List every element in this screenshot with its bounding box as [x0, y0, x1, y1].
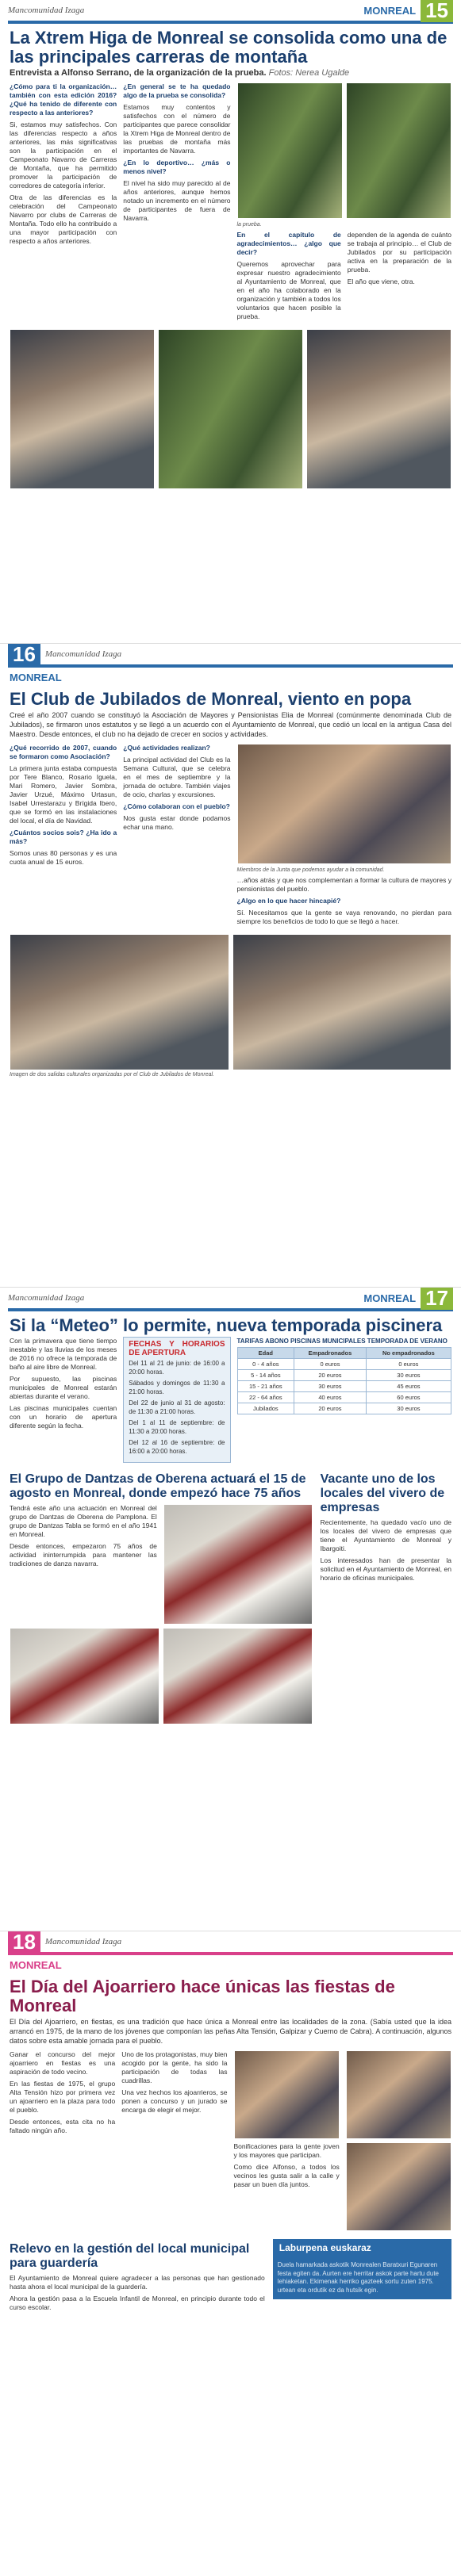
page-number-group: [8, 1931, 121, 1954]
paragraph: Ganar el concurso del mejor ajoarriero en fiestas es una aspiración de todo vecino.: [10, 2050, 116, 2076]
article-columns: [0, 82, 461, 324]
table-cell: 30 euros: [294, 1381, 367, 1392]
table-cell: 60 euros: [366, 1392, 451, 1403]
paragraph: dependen de la agenda de cuánto se trabaja al principio… el Club de Jubilados por su participación activa en la preparación de la prueba.: [347, 231, 451, 274]
table-row: [237, 1359, 451, 1370]
article-lead: Creé el año 2007 cuando se constituyó la Asociación de Mayores y Pensionistas Elia de Monreal (comúnmente denominada Club de Jubilados), se firmaron unos estatutos y se llegó a un acuerdo con el Ayuntamiento de Monreal, que cedió un local en la antigua Casa del Maestro. Desde entonces, el club no ha dejado de crecer en socios y actividades.: [10, 711, 451, 738]
paragraph: Ahora la gestión pasa a la Escuela Infantil de Monreal, en principio durante todo el curso escolar.: [10, 2295, 265, 2311]
masthead: Mancomunidad Izaga: [8, 1293, 85, 1303]
paragraph: El año que viene, otra.: [347, 278, 415, 285]
section-tag: MONREAL: [363, 1292, 417, 1304]
photo-cooks: [234, 2050, 340, 2139]
paragraph: Estamos muy contentos y satisfechos con el número de participantes que parece consolidar la Xtrem Higa de Monreal dentro de las pruebas de montaña más importantes de Navarra.: [123, 103, 231, 155]
table-title: TARIFAS ABONO PISCINAS MUNICIPALES TEMPORADA DE VERANO: [236, 1338, 448, 1345]
article-lead: El Día del Ajoarriero, en fiestas, es una tradición que hace única a Monreal entre las localidades de la zona. (Sabía usted que la idea arrancó en 1975, de la mano de los jóvenes que componían las peñas Alta Tensión, Galpizar y Cuerno de Cabra). A continuación, algunos datos sobre esta amable jornada para el pueblo.: [10, 2018, 451, 2045]
table-cell: 0 euros: [294, 1359, 367, 1370]
column-3: [237, 744, 452, 929]
section-label: [0, 668, 461, 685]
photo-jury: [346, 2050, 451, 2139]
columns-3-4: [237, 231, 452, 324]
euskara-text: Duela hamarkada askotik Monrealen Baratxuri Egunaren festa egiten da. Aurten ere herritar askok parte hartu dute lehiaketan. Ekimenak herriko gazteek sortu zuten 1975. urtean eta ordutik ez da hutsik egin.: [273, 2256, 451, 2299]
tariff-column: [237, 1337, 452, 1463]
table-cell: 20 euros: [294, 1403, 367, 1414]
question: ¿Qué recorrido de 2007, cuando se formaron como Asociación?: [10, 744, 117, 760]
page-number: 17: [421, 1288, 453, 1310]
dance-article: [10, 1469, 313, 1724]
table-cell: 5 - 14 años: [237, 1370, 294, 1381]
photo-start-line: [10, 329, 155, 489]
article-columns: [0, 2050, 461, 2231]
question: ¿Algo en lo que hacer hincapié?: [236, 897, 341, 905]
schedule-item: Sábados y domingos de 11:30 a 21:00 horas.: [129, 1380, 225, 1395]
page-header: [0, 0, 461, 21]
page-15: [0, 0, 461, 644]
table-cell: 20 euros: [294, 1370, 367, 1381]
table-cell: 40 euros: [294, 1392, 367, 1403]
column-1: [10, 2050, 115, 2231]
column-header: Empadronados: [294, 1348, 367, 1359]
section-tag: MONREAL: [363, 4, 417, 17]
article-title: Si la “Meteo” lo permite, nueva temporada piscinera: [10, 1315, 443, 1335]
paragraph: Las piscinas municipales cuentan con un horario de apertura diferente según la fecha.: [10, 1404, 117, 1430]
page-number: 18: [8, 1931, 40, 1954]
schedule-item: Del 12 al 16 de septiembre: de 16:00 a 20:00 horas.: [129, 1439, 225, 1455]
paragraph: El Ayuntamiento de Monreal quiere agradecer a las personas que han gestionado hasta ahora el local municipal de la guardería.: [10, 2274, 265, 2291]
question: ¿Cómo colaboran con el pueblo?: [123, 802, 230, 810]
page-number: 16: [8, 644, 40, 666]
page-header: [0, 1288, 461, 1308]
question: ¿Cuántos socios sois? ¿Ha ido a más?: [10, 829, 117, 845]
paragraph: Como dice Alfonso, a todos los vecinos les gusta salir a la calle y pasar un buen día juntos.: [233, 2163, 340, 2188]
paragraph: Recientemente, ha quedado vacío uno de los locales del vivero de empresas que tiene el Ayuntamiento de Monreal y Ibargoiti.: [320, 1518, 451, 1552]
article-columns: [0, 744, 461, 929]
vacant-article: [321, 1469, 451, 1724]
page-number-group: [363, 1288, 453, 1310]
question: ¿En general se te ha quedado algo de la prueba se consolida?: [123, 82, 231, 99]
question: ¿Cómo para ti la organización… también con esta edición 2016? ¿Qué ha tenido de diferente con respecto a las anteriores?: [10, 82, 117, 117]
schedule-item: Del 22 de junio al 31 de agosto: de 11:30 a 21:00 horas.: [129, 1399, 225, 1415]
table-cell: 0 euros: [366, 1359, 451, 1370]
page-number-group: [8, 644, 121, 666]
question: ¿Qué actividades realizan?: [123, 744, 210, 752]
column-2: [123, 82, 230, 324]
paragraph: Otra de las diferencias es la celebración del Campeonato Navarro por clubs de Carreras de Montaña. Todo ello ha contribuido a una mayor participación con respecto a años anteriores.: [10, 193, 117, 245]
photo-row: [237, 82, 452, 219]
lead-row: [0, 710, 461, 744]
column-3: [234, 2050, 340, 2231]
paragraph: Con la primavera que tiene tiempo inestable y las lluvias de los meses de 2016 no ofrece la temporada de baño al aire libre de Monreal.: [10, 1337, 117, 1371]
photo-dancers: [163, 1504, 313, 1625]
table-row: [237, 1381, 451, 1392]
photo-outing-1: [10, 934, 229, 1070]
paragraph: Una vez hechos los ajoarrieros, se ponen a concurso y un jurado se encarga de elegir el mejor.: [121, 2088, 228, 2114]
question: ¿En lo deportivo… ¿más o menos nivel?: [123, 159, 231, 175]
column-2: [123, 744, 230, 929]
column-1: [10, 82, 117, 324]
lead-row: [0, 2017, 461, 2050]
masthead: Mancomunidad Izaga: [8, 6, 85, 15]
vacant-title: Vacante uno de los locales del vivero de empresas: [320, 1472, 445, 1514]
dance-body: [10, 1504, 313, 1625]
photo-dancers-2: [10, 1628, 159, 1724]
dance-photo-strip: [10, 1628, 313, 1724]
page-17: [0, 1288, 461, 1931]
table-row: [237, 1370, 451, 1381]
photo-caption: la prueba.: [236, 222, 262, 228]
tariff-table: [237, 1347, 452, 1414]
pool-columns: [0, 1337, 461, 1463]
column-photos: [237, 82, 452, 324]
photo-strip: [0, 324, 461, 494]
subtitle-text: Entrevista a Alfonso Serrano, de la organización de la prueba.: [10, 68, 267, 78]
paragraph: Bonificaciones para la gente joven y los mayores que participan.: [233, 2142, 340, 2159]
table-cell: Jubilados: [237, 1403, 294, 1414]
table-cell: 22 - 64 años: [237, 1392, 294, 1403]
column-header: Edad: [237, 1348, 294, 1359]
paragraph: Por supuesto, las piscinas municipales de Monreal estarán abiertas durante el verano.: [10, 1375, 117, 1400]
relevo-title: Relevo en la gestión del local municipal para guardería: [10, 2242, 250, 2270]
photo-credit: Fotos: Nerea Ugalde: [268, 68, 350, 78]
schedule-column: [123, 1337, 230, 1463]
page-number-group: [363, 0, 453, 22]
relevo-text: [10, 2274, 265, 2312]
column-4: [346, 2050, 451, 2231]
paragraph: Los interesados han de presentar la solicitud en el Ayuntamiento de Monreal, en horario de oficinas municipales.: [320, 1556, 451, 1582]
schedule-item: Del 1 al 11 de septiembre: de 11:30 a 20:00 horas.: [129, 1419, 225, 1435]
schedule-item: Del 11 al 21 de junio: de 16:00 a 20:00 horas.: [129, 1360, 225, 1376]
paragraph: Tendrá este año una actuación en Monreal del grupo de Dantzas de Oberena de Pamplona. El grupo de Dantzas Tabla se formó en el año 1941 en Monreal.: [10, 1504, 157, 1538]
lower-section: [0, 2231, 461, 2315]
table-row: [237, 1392, 451, 1403]
paragraph: Queremos aprovechar para expresar nuestro agradecimiento al Ayuntamiento de Monreal, que en el año ha colaborado en la organización y también a todos los voluntarios que hacen posible la prueba.: [236, 260, 341, 320]
masthead: Mancomunidad Izaga: [44, 1937, 122, 1946]
article-subtitle: [0, 68, 461, 82]
schedule-box: [123, 1337, 230, 1463]
table-cell: 30 euros: [366, 1370, 451, 1381]
paragraph: Uno de los protagonistas, muy bien acogido por la gente, ha sido la participación de todas las cuadrillas.: [121, 2050, 228, 2084]
table-cell: 0 - 4 años: [237, 1359, 294, 1370]
dance-text: [10, 1504, 157, 1625]
table-cell: 45 euros: [366, 1381, 451, 1392]
column-header: No empadronados: [366, 1348, 451, 1359]
table-header-row: [237, 1348, 451, 1359]
column-1: [10, 744, 117, 929]
paragraph: La primera junta estaba compuesta por Tere Blanco, Rosario Iguela, Mari Romero, Javier Sombra, Javier Urzué, Máximo Urtasun, Isabel Urrestarazu y Brígida Ibero, que se formó en las instalaciones del local, el día de Navidad.: [10, 764, 117, 825]
photo-runners: [237, 82, 343, 219]
photo-trail: [346, 82, 451, 219]
paragraph: Sí. Necesitamos que la gente se vaya renovando, no pierdan para siempre los beneficios de todo lo que se llegó a hacer.: [236, 909, 451, 925]
section-label: [0, 1955, 461, 1973]
paragraph: Nos gusta estar donde podamos echar una mano.: [123, 814, 231, 831]
photo-junta: [237, 744, 452, 864]
photo-caption: Imagen de dos salidas culturales organizadas por el Club de Jubilados de Monreal.: [10, 1072, 214, 1077]
table-row: [237, 1403, 451, 1414]
article-title: El Club de Jubilados de Monreal, viento en popa: [10, 689, 412, 709]
column-4: [348, 231, 451, 324]
paragraph: En las fiestas de 1975, el grupo Alta Tensión hizo por primera vez un ajoarriero en la plaza para todo el pueblo.: [10, 2080, 116, 2114]
paragraph: La principal actividad del Club es la Semana Cultural, que se celebra en el mes de septiembre y la jornada de octubre. También viajes de ocio, charlas y excursiones.: [123, 756, 231, 798]
column-1: [10, 1337, 117, 1463]
article-title: La Xtrem Higa de Monreal se consolida como una de las principales carreras de montaña: [10, 28, 448, 67]
junta-caption: Miembros de la Junta que podemos ayudar a la comunidad.: [236, 867, 385, 873]
article-title: El Día del Ajoarriero hace únicas las fiestas de Monreal: [10, 1977, 395, 2015]
vacant-text: [321, 1518, 451, 1583]
photo-strip: [0, 929, 461, 1070]
masthead: Mancomunidad Izaga: [44, 649, 122, 659]
page-number: 15: [421, 0, 453, 22]
table-cell: 15 - 21 años: [237, 1381, 294, 1392]
paragraph: El nivel ha sido muy parecido al de años anteriores, aunque hemos notado un incremento en el número de participantes de fuera de Navarra.: [123, 179, 231, 222]
paragraph: Desde entonces, esta cita no ha faltado ningún año.: [10, 2118, 116, 2134]
photo-plaza: [346, 2142, 451, 2231]
paragraph: …años atrás y que nos complementan a formar la cultura de mayores y pensionistas del pueblo.: [236, 876, 451, 893]
schedule-title: FECHAS Y HORARIOS DE APERTURA: [129, 1340, 225, 1357]
page-16: [0, 644, 461, 1288]
paragraph: Desde entonces, empezaron 75 años de actividad ininterrumpida para mantener las tradiciones de danza navarra.: [10, 1542, 157, 1567]
lower-section: [0, 1463, 461, 1724]
paragraph: Somos unas 80 personas y es una cuota anual de 15 euros.: [10, 849, 117, 866]
paragraph: Si, estamos muy satisfechos. Con las diferencias respecto a años anteriores, las más significativas son la participación en el Campeonato Navarro de Carreras de Montaña, que ha permitido promover la participación de corredores de categoría inferior.: [10, 121, 117, 189]
section-tag: MONREAL: [10, 1959, 62, 1971]
photo-outing-2: [232, 934, 452, 1070]
page-header: [0, 644, 461, 664]
photo-finish: [306, 329, 451, 489]
question: En el capítulo de agradecimientos… ¿algo que decir?: [236, 231, 341, 256]
column-2: [121, 2050, 227, 2231]
photo-mountain: [158, 329, 303, 489]
euskara-title: Laburpena euskaraz: [273, 2239, 451, 2256]
euskara-box: [273, 2239, 451, 2315]
column-3: [237, 231, 341, 324]
page-header: [0, 1931, 461, 1952]
relevo-article: [10, 2239, 265, 2315]
dance-title: El Grupo de Dantzas de Oberena actuará el 15 de agosto en Monreal, donde empezó hace 75 años: [10, 1472, 306, 1500]
photo-dancers-3: [163, 1628, 313, 1724]
section-tag: MONREAL: [10, 672, 62, 683]
page-18: [0, 1931, 461, 2576]
table-cell: 30 euros: [366, 1403, 451, 1414]
